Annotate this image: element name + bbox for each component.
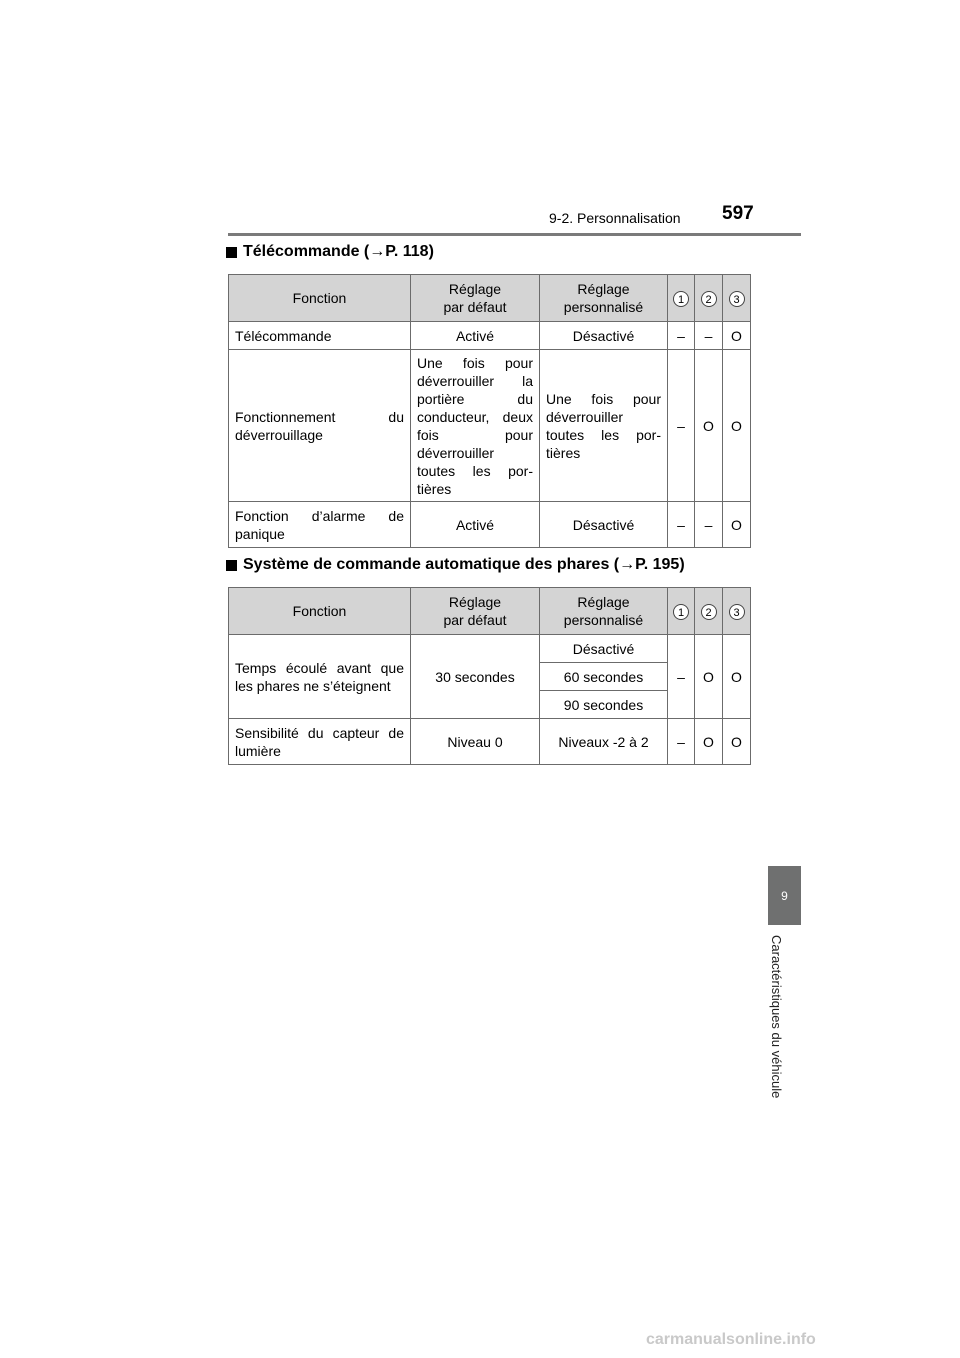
cell-fonction: Temps écoulé avant que les phares ne s’éteignent xyxy=(229,635,411,719)
header-custom: Réglage personnalisé xyxy=(540,275,668,322)
cell-default: Une fois pour déverrouiller la portière du conducteur, deux fois pour déverrouiller toutes les por- tières xyxy=(411,350,540,502)
cell-default: Activé xyxy=(411,322,540,350)
table-row xyxy=(229,502,751,548)
cell-c2: O xyxy=(695,635,723,719)
cell-c3: O xyxy=(723,502,751,548)
header-num-2: 2 xyxy=(695,588,723,635)
table-row xyxy=(229,350,751,502)
square-bullet-icon xyxy=(226,560,237,571)
page-number: 597 xyxy=(722,203,754,224)
cell-c1: – xyxy=(668,322,695,350)
watermark: carmanualsonline.info xyxy=(646,1331,816,1348)
cell-custom-option: Désactivé xyxy=(540,635,668,663)
cell-c2: – xyxy=(695,322,723,350)
table-header-row xyxy=(229,275,751,322)
chapter-tab xyxy=(768,866,801,925)
cell-custom: Une fois pour déverrouiller toutes les por- tières xyxy=(540,350,668,502)
header-num-2: 2 xyxy=(695,275,723,322)
header-num-1: 1 xyxy=(668,275,695,322)
cell-custom: Niveaux -2 à 2 xyxy=(540,719,668,765)
cell-c3: O xyxy=(723,322,751,350)
header-num-3: 3 xyxy=(723,275,751,322)
chapter-number: 9 xyxy=(781,888,788,903)
cell-c3: O xyxy=(723,719,751,765)
cell-c1: – xyxy=(668,635,695,719)
running-header-section: 9-2. Personnalisation xyxy=(549,210,681,226)
header-custom: Réglage personnalisé xyxy=(540,588,668,635)
cell-custom-option: 90 secondes xyxy=(540,691,668,719)
cell-c2: O xyxy=(695,719,723,765)
chapter-label: Caractéristiques du véhicule xyxy=(769,935,784,1099)
headlight-settings-table xyxy=(228,587,751,765)
cell-fonction: Fonction d’alarme de panique xyxy=(229,502,411,548)
cell-fonction: Sensibilité du capteur de lumière xyxy=(229,719,411,765)
section-title-headlights: Système de commande automatique des phares (→P. 195) xyxy=(226,556,685,574)
section-title-remote: Télécommande (→P. 118) xyxy=(226,243,434,261)
cell-c2: – xyxy=(695,502,723,548)
header-fonction: Fonction xyxy=(229,588,411,635)
header-num-3: 3 xyxy=(723,588,751,635)
header-default: Réglage par défaut xyxy=(411,588,540,635)
cell-default: Niveau 0 xyxy=(411,719,540,765)
cell-fonction: Télécommande xyxy=(229,322,411,350)
cell-fonction: Fonctionnement du déverrouillage xyxy=(229,350,411,502)
cell-c1: – xyxy=(668,719,695,765)
cell-default: Activé xyxy=(411,502,540,548)
header-fonction: Fonction xyxy=(229,275,411,322)
table-row xyxy=(229,635,751,663)
cell-c3: O xyxy=(723,635,751,719)
cell-default: 30 secondes xyxy=(411,635,540,719)
table-row xyxy=(229,322,751,350)
cell-custom: Désactivé xyxy=(540,322,668,350)
header-default: Réglage par défaut xyxy=(411,275,540,322)
cell-custom: Désactivé xyxy=(540,502,668,548)
cell-c3: O xyxy=(723,350,751,502)
table-row xyxy=(229,719,751,765)
cell-c2: O xyxy=(695,350,723,502)
remote-settings-table xyxy=(228,274,751,548)
cell-c1: – xyxy=(668,502,695,548)
header-num-1: 1 xyxy=(668,588,695,635)
table-header-row xyxy=(229,588,751,635)
cell-custom-option: 60 secondes xyxy=(540,663,668,691)
header-rule xyxy=(228,233,801,236)
square-bullet-icon xyxy=(226,247,237,258)
cell-c1: – xyxy=(668,350,695,502)
